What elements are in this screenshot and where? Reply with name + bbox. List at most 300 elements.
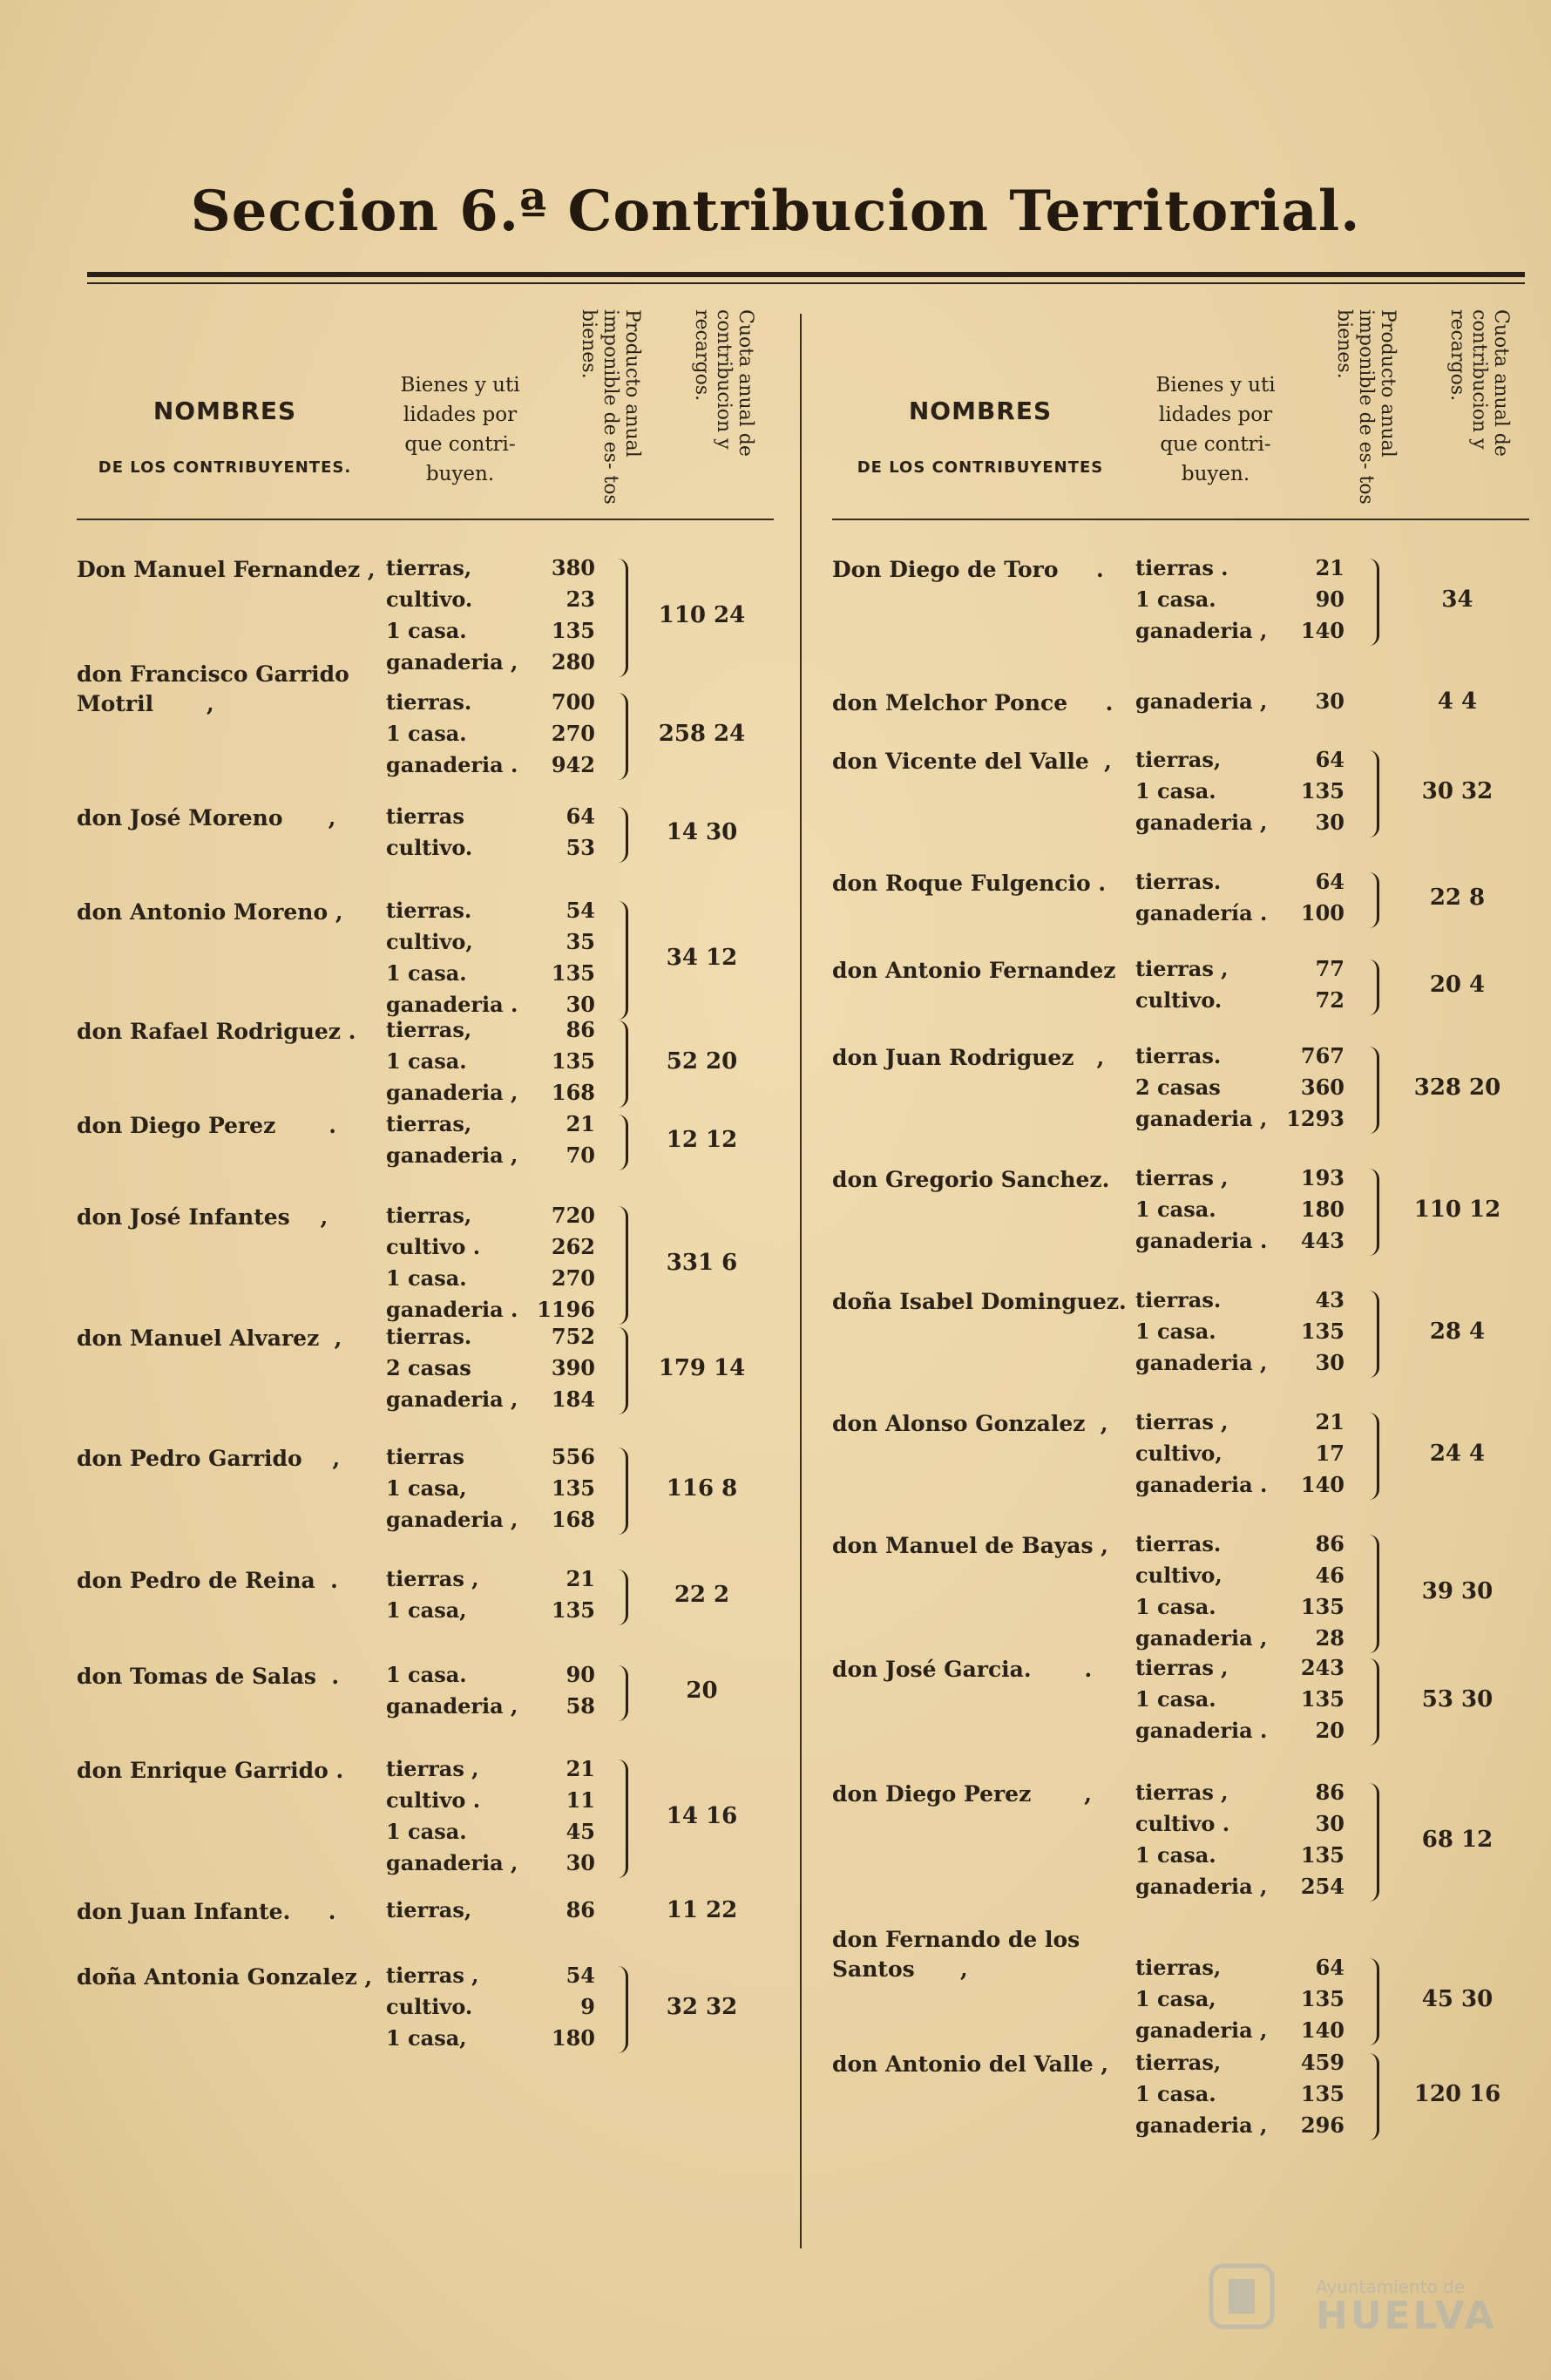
contributor-name: don Antonio Fernandez (832, 958, 1116, 983)
asset-value: 23 (566, 587, 595, 612)
asset-list (1135, 956, 1362, 1019)
asset-label: cultivo. (386, 1994, 473, 2019)
asset-label: tierras, (386, 555, 472, 580)
asset-label: ganaderia . (386, 1297, 518, 1322)
asset-item (1135, 1319, 1362, 1350)
cuota-value: 331 6 (666, 1250, 738, 1276)
asset-value: 262 (551, 1234, 595, 1259)
asset-label: tierras , (1135, 1780, 1229, 1805)
asset-value: 168 (551, 1080, 595, 1105)
asset-item (1135, 1287, 1362, 1319)
asset-item (386, 898, 613, 929)
asset-value: 30 (1315, 1811, 1344, 1836)
asset-value: 390 (551, 1355, 595, 1380)
asset-label: 1 casa. (1135, 1197, 1216, 1222)
cuota-value: 11 22 (666, 1897, 738, 1923)
contributor-name: don Francisco Garrido Motril , (77, 661, 349, 716)
asset-value: 360 (1300, 1075, 1344, 1100)
asset-value: 21 (1315, 1409, 1344, 1434)
cuota-value: 20 (686, 1678, 718, 1704)
asset-list (1135, 1955, 1362, 2049)
brace-icon (1368, 1958, 1379, 2045)
asset-list (1135, 1531, 1362, 1657)
cuota-value: 12 12 (666, 1127, 738, 1153)
asset-label: 1 casa. (386, 721, 467, 746)
asset-item (386, 1897, 613, 1929)
asset-list (386, 898, 613, 1023)
asset-item (386, 587, 613, 618)
asset-label: tierras, (1135, 2050, 1222, 2075)
cuota-value: 14 16 (666, 1803, 738, 1829)
asset-list (1135, 1165, 1362, 1259)
asset-label: 1 casa. (1135, 778, 1216, 804)
brace-icon (1368, 1047, 1379, 1134)
asset-value: 20 (1315, 1718, 1344, 1743)
asset-item (1135, 1594, 1362, 1625)
asset-list (1135, 555, 1362, 649)
asset-item (386, 1324, 613, 1355)
asset-item (386, 1475, 613, 1507)
contributor-name: don José Moreno , (77, 805, 336, 831)
cuota-value: 34 (1441, 587, 1473, 613)
cuota-value: 22 8 (1429, 885, 1486, 911)
asset-item (386, 1693, 613, 1725)
brace-icon (1368, 750, 1379, 837)
asset-list (386, 1017, 613, 1111)
asset-value: 28 (1315, 1625, 1344, 1651)
asset-item (386, 1203, 613, 1234)
asset-label: cultivo . (386, 1787, 481, 1813)
cuota-value: 68 12 (1421, 1827, 1493, 1853)
asset-item (386, 1265, 613, 1297)
cuota-header: Cuota anual de contribucion y recargos. (1446, 309, 1512, 457)
asset-value: 30 (566, 1850, 595, 1875)
brace-icon (1368, 872, 1379, 928)
cuota-value: 20 4 (1429, 972, 1486, 998)
asset-value: 254 (1300, 1874, 1344, 1899)
asset-label: ganaderia , (1135, 1350, 1268, 1375)
page-title: Seccion 6.ª Contribucion Territorial. (190, 179, 1361, 244)
asset-label: cultivo, (1135, 1441, 1223, 1466)
asset-label: ganaderia . (386, 992, 518, 1017)
asset-label: tierras. (1135, 869, 1222, 894)
asset-label: tierras , (1135, 956, 1229, 981)
asset-label: ganaderia , (386, 1693, 518, 1719)
asset-label: tierras. (386, 898, 472, 923)
asset-list (386, 1662, 613, 1725)
asset-value: 135 (551, 1048, 595, 1074)
asset-label: tierras. (1135, 1043, 1222, 1068)
asset-label: tierras , (1135, 1165, 1229, 1190)
asset-item (386, 929, 613, 960)
contributor-name: don Gregorio Sanchez. (832, 1167, 1110, 1192)
contributor-name: don Rafael Rodriguez . (77, 1019, 356, 1044)
asset-label: tierras, (386, 1017, 472, 1042)
asset-item (1135, 1625, 1362, 1657)
contributor-name: don Enrique Garrido . (77, 1758, 344, 1783)
asset-list (1135, 1780, 1362, 1905)
brace-icon (1368, 1783, 1379, 1902)
asset-item (1135, 587, 1362, 618)
asset-value: 180 (1300, 1197, 1344, 1222)
asset-item (1135, 2050, 1362, 2081)
asset-item (1135, 1441, 1362, 1472)
brace-icon (617, 1327, 628, 1414)
asset-label: 1 casa. (386, 1819, 467, 1844)
cuota-value: 34 12 (666, 945, 738, 971)
brace-icon (1368, 1535, 1379, 1653)
asset-label: cultivo. (1135, 987, 1223, 1013)
asset-value: 270 (551, 1265, 595, 1291)
cuota-value: 39 30 (1421, 1578, 1493, 1604)
bienes-header: Bienes y uti lidades por que contri- buyen. (400, 374, 520, 485)
asset-value: 86 (1315, 1780, 1344, 1805)
asset-label: cultivo . (1135, 1811, 1230, 1836)
brace-icon (1368, 959, 1379, 1015)
asset-label: ganaderia , (1135, 2112, 1268, 2138)
title-rule-thick (87, 272, 1525, 277)
cuota-value: 328 20 (1413, 1075, 1501, 1101)
asset-value: 86 (566, 1017, 595, 1042)
cuota-value: 258 24 (658, 721, 746, 747)
asset-label: cultivo, (1135, 1563, 1223, 1588)
contributor-name: don Diego Perez , (832, 1781, 1092, 1807)
asset-value: 700 (551, 689, 595, 715)
asset-value: 135 (1300, 778, 1344, 804)
asset-value: 135 (551, 1597, 595, 1623)
asset-item (386, 1819, 613, 1850)
cuota-value: 52 20 (666, 1048, 738, 1075)
asset-item (386, 1080, 613, 1111)
asset-item (386, 752, 613, 783)
contributor-name: don Antonio del Valle , (832, 2051, 1109, 2077)
asset-label: ganaderia , (386, 1507, 518, 1532)
asset-item (386, 649, 613, 681)
brace-icon (617, 1760, 628, 1878)
asset-value: 77 (1315, 956, 1344, 981)
asset-item (386, 1963, 613, 1994)
contributor-name: don Diego Perez . (77, 1113, 336, 1138)
asset-item (386, 1566, 613, 1597)
names-header-line1: NOMBRES (152, 397, 297, 425)
brace-icon (617, 1020, 628, 1108)
names-header-line2: DE LOS CONTRIBUYENTES. (98, 458, 352, 477)
asset-value: 168 (551, 1507, 595, 1532)
cuota-value: 110 12 (1413, 1197, 1501, 1223)
asset-label: ganaderia . (1135, 1718, 1268, 1743)
asset-value: 35 (566, 929, 595, 954)
asset-item (386, 1017, 613, 1048)
asset-label: ganaderia . (386, 752, 518, 777)
contributor-name: don Pedro de Reina . (77, 1568, 338, 1593)
asset-label: tierras, (1135, 747, 1222, 772)
asset-value: 86 (566, 1897, 595, 1922)
contributor-name: don Fernando de los Santos , (832, 1927, 1080, 1982)
asset-label: 2 casas (386, 1355, 471, 1380)
asset-value: 100 (1300, 900, 1344, 926)
brace-icon (1368, 1413, 1379, 1500)
asset-item (386, 618, 613, 649)
asset-list (1135, 1655, 1362, 1749)
asset-value: 296 (1300, 2112, 1344, 2138)
asset-item (386, 2025, 613, 2057)
asset-list (386, 1963, 613, 2057)
asset-value: 86 (1315, 1531, 1344, 1556)
asset-list (386, 1897, 613, 1929)
asset-label: ganaderia , (386, 1387, 518, 1412)
asset-value: 556 (551, 1444, 595, 1469)
asset-label: tierras , (386, 1756, 479, 1781)
brace-icon (617, 901, 628, 1020)
brace-icon (617, 1448, 628, 1535)
asset-label: tierras. (1135, 1531, 1222, 1556)
asset-item (1135, 956, 1362, 987)
asset-item (1135, 1686, 1362, 1718)
asset-item (1135, 1228, 1362, 1259)
right-table-header (832, 309, 1529, 520)
asset-label: tierras (386, 1444, 464, 1469)
asset-label: ganaderia , (386, 649, 518, 675)
asset-item (1135, 2081, 1362, 2112)
brace-icon (1368, 2053, 1379, 2140)
asset-list (386, 689, 613, 783)
asset-value: 45 (566, 1819, 595, 1844)
crest-icon (1194, 2257, 1290, 2336)
asset-list (1135, 747, 1362, 841)
asset-value: 21 (566, 1111, 595, 1136)
asset-value: 243 (1300, 1655, 1344, 1680)
producto-header: Producto anual imponible de es- tos bienes. (578, 309, 643, 505)
cuota-value: 32 32 (666, 1994, 738, 2020)
asset-value: 942 (551, 752, 595, 777)
contributor-name: don José Garcia. . (832, 1657, 1093, 1682)
asset-value: 135 (551, 960, 595, 986)
asset-item (1135, 2112, 1362, 2144)
asset-value: 140 (1300, 618, 1344, 643)
contributor-name: don Pedro Garrido , (77, 1446, 341, 1471)
asset-value: 767 (1300, 1043, 1344, 1068)
contributor-name: don Manuel Alvarez , (77, 1326, 342, 1351)
asset-label: tierras (386, 804, 464, 829)
brace-icon (1368, 1658, 1379, 1746)
asset-value: 53 (566, 835, 595, 860)
asset-label: 1 casa. (1135, 1842, 1216, 1868)
asset-label: 1 casa. (386, 1048, 467, 1074)
asset-label: ganaderia , (1135, 2017, 1268, 2043)
asset-item (1135, 618, 1362, 649)
asset-label: tierras, (386, 1111, 472, 1136)
cuota-value: 179 14 (658, 1355, 746, 1381)
asset-value: 54 (566, 898, 595, 923)
asset-item (386, 1355, 613, 1387)
asset-value: 64 (1315, 747, 1344, 772)
asset-list (386, 1566, 613, 1629)
title-rule-thin (87, 282, 1525, 284)
asset-label: ganaderia , (1135, 1625, 1268, 1651)
asset-item (386, 1597, 613, 1629)
asset-item (1135, 1955, 1362, 1986)
asset-item (1135, 869, 1362, 900)
asset-value: 140 (1300, 1472, 1344, 1497)
asset-item (1135, 1842, 1362, 1874)
asset-value: 46 (1315, 1563, 1344, 1588)
asset-value: 380 (551, 555, 595, 580)
asset-label: ganaderia , (1135, 1874, 1268, 1899)
asset-item (1135, 1350, 1362, 1381)
asset-label: 1 casa. (1135, 587, 1216, 612)
asset-value: 17 (1315, 1441, 1344, 1466)
asset-item (1135, 1531, 1362, 1563)
asset-value: 11 (566, 1787, 595, 1813)
asset-value: 72 (1315, 987, 1344, 1013)
cuota-value: 14 30 (666, 819, 738, 845)
asset-value: 443 (1300, 1228, 1344, 1253)
asset-item (386, 1994, 613, 2025)
asset-item (1135, 1563, 1362, 1594)
brace-icon (617, 693, 628, 780)
asset-value: 64 (1315, 1955, 1344, 1980)
asset-item (386, 1444, 613, 1475)
contributor-name: don Manuel de Bayas , (832, 1533, 1108, 1558)
asset-item (386, 1850, 613, 1882)
contributor-name: Don Manuel Fernandez , (77, 557, 376, 582)
asset-item (1135, 987, 1362, 1019)
asset-item (1135, 1472, 1362, 1503)
cuota-header: Cuota anual de contribucion y recargos. (691, 309, 756, 457)
asset-value: 140 (1300, 2017, 1344, 2043)
asset-list (1135, 1287, 1362, 1381)
asset-list (1135, 2050, 1362, 2144)
asset-list (386, 1324, 613, 1418)
left-table-header (77, 309, 774, 520)
asset-list (386, 804, 613, 866)
asset-item (1135, 810, 1362, 841)
watermark-stamp (1194, 2257, 1497, 2338)
asset-list (386, 555, 613, 681)
contributor-name: doña Antonia Gonzalez , (77, 1964, 373, 1990)
asset-label: 1 casa. (1135, 1686, 1216, 1712)
asset-label: tierras, (386, 1897, 472, 1922)
brace-icon (1368, 1291, 1379, 1378)
asset-value: 30 (566, 992, 595, 1017)
asset-label: cultivo . (386, 1234, 481, 1259)
brace-icon (617, 559, 628, 677)
asset-value: 135 (1300, 2081, 1344, 2106)
asset-value: 30 (1315, 1350, 1344, 1375)
contributor-name: Don Diego de Toro . (832, 557, 1104, 582)
asset-value: 64 (566, 804, 595, 829)
asset-label: cultivo. (386, 835, 473, 860)
names-header-line2: DE LOS CONTRIBUYENTES (857, 458, 1104, 477)
asset-label: ganaderia , (1135, 1106, 1268, 1131)
asset-item (1135, 1655, 1362, 1686)
cuota-value: 24 4 (1429, 1441, 1486, 1467)
asset-item (386, 804, 613, 835)
right-column (832, 309, 1529, 2138)
contributor-name: don Juan Rodriguez , (832, 1045, 1105, 1070)
asset-value: 58 (566, 1693, 595, 1719)
asset-label: ganaderia , (386, 1850, 518, 1875)
contributor-name: don Alonso Gonzalez , (832, 1411, 1108, 1436)
asset-item (386, 1662, 613, 1693)
contributor-name: don José Infantes , (77, 1204, 328, 1230)
asset-label: ganaderia , (1135, 618, 1268, 643)
asset-value: 459 (1300, 2050, 1344, 2075)
asset-label: 1 casa. (1135, 1594, 1216, 1619)
asset-value: 90 (1315, 587, 1344, 612)
asset-value: 21 (566, 1756, 595, 1781)
brace-icon (1368, 1169, 1379, 1256)
asset-label: 1 casa, (386, 1597, 467, 1623)
asset-label: tierras, (386, 1203, 472, 1228)
asset-label: tierras , (1135, 1409, 1229, 1434)
asset-label: 1 casa. (386, 1265, 467, 1291)
asset-label: ganaderia , (386, 1080, 518, 1105)
contributor-name: don Antonio Moreno , (77, 899, 343, 925)
asset-item (1135, 1874, 1362, 1905)
watermark-line2: HUELVA (1316, 2294, 1497, 2338)
contributor-name: don Juan Infante. . (77, 1899, 336, 1924)
asset-item (386, 555, 613, 587)
asset-item (386, 960, 613, 992)
asset-item (386, 1756, 613, 1787)
asset-label: 1 casa. (386, 960, 467, 986)
asset-value: 193 (1300, 1165, 1344, 1190)
asset-item (1135, 778, 1362, 810)
cuota-value: 28 4 (1429, 1319, 1486, 1345)
asset-value: 135 (1300, 1594, 1344, 1619)
brace-icon (617, 1206, 628, 1325)
asset-list (386, 1111, 613, 1174)
asset-item (1135, 1409, 1362, 1441)
asset-item (1135, 2017, 1362, 2049)
asset-value: 54 (566, 1963, 595, 1988)
asset-value: 43 (1315, 1287, 1344, 1312)
asset-value: 180 (551, 2025, 595, 2051)
asset-list (1135, 869, 1362, 932)
contributor-name: don Tomas de Salas . (77, 1664, 340, 1689)
asset-label: 1 casa, (1135, 1986, 1216, 2011)
asset-label: 1 casa, (386, 2025, 467, 2051)
asset-label: ganadería . (1135, 900, 1268, 926)
asset-label: ganaderia , (386, 1143, 518, 1168)
asset-item (1135, 1718, 1362, 1749)
asset-item (386, 1234, 613, 1265)
asset-label: tierras , (386, 1566, 479, 1591)
asset-item (1135, 1197, 1362, 1228)
asset-value: 184 (551, 1387, 595, 1412)
asset-label: tierras. (386, 689, 472, 715)
brace-icon (617, 1570, 628, 1625)
asset-value: 135 (1300, 1686, 1344, 1712)
asset-value: 70 (566, 1143, 595, 1168)
asset-label: tierras , (1135, 1655, 1229, 1680)
asset-value: 135 (1300, 1842, 1344, 1868)
asset-item (1135, 900, 1362, 932)
asset-value: 1293 (1286, 1106, 1344, 1131)
asset-label: tierras . (1135, 555, 1229, 580)
names-header (77, 397, 373, 477)
contributor-name: doña Isabel Dominguez. (832, 1289, 1127, 1314)
asset-value: 135 (1300, 1319, 1344, 1344)
asset-list (1135, 1409, 1362, 1503)
asset-item (1135, 1780, 1362, 1811)
asset-item (386, 1048, 613, 1080)
asset-label: ganaderia . (1135, 1472, 1268, 1497)
asset-value: 135 (551, 1475, 595, 1501)
brace-icon (617, 1665, 628, 1721)
cuota-value: 110 24 (658, 602, 746, 628)
